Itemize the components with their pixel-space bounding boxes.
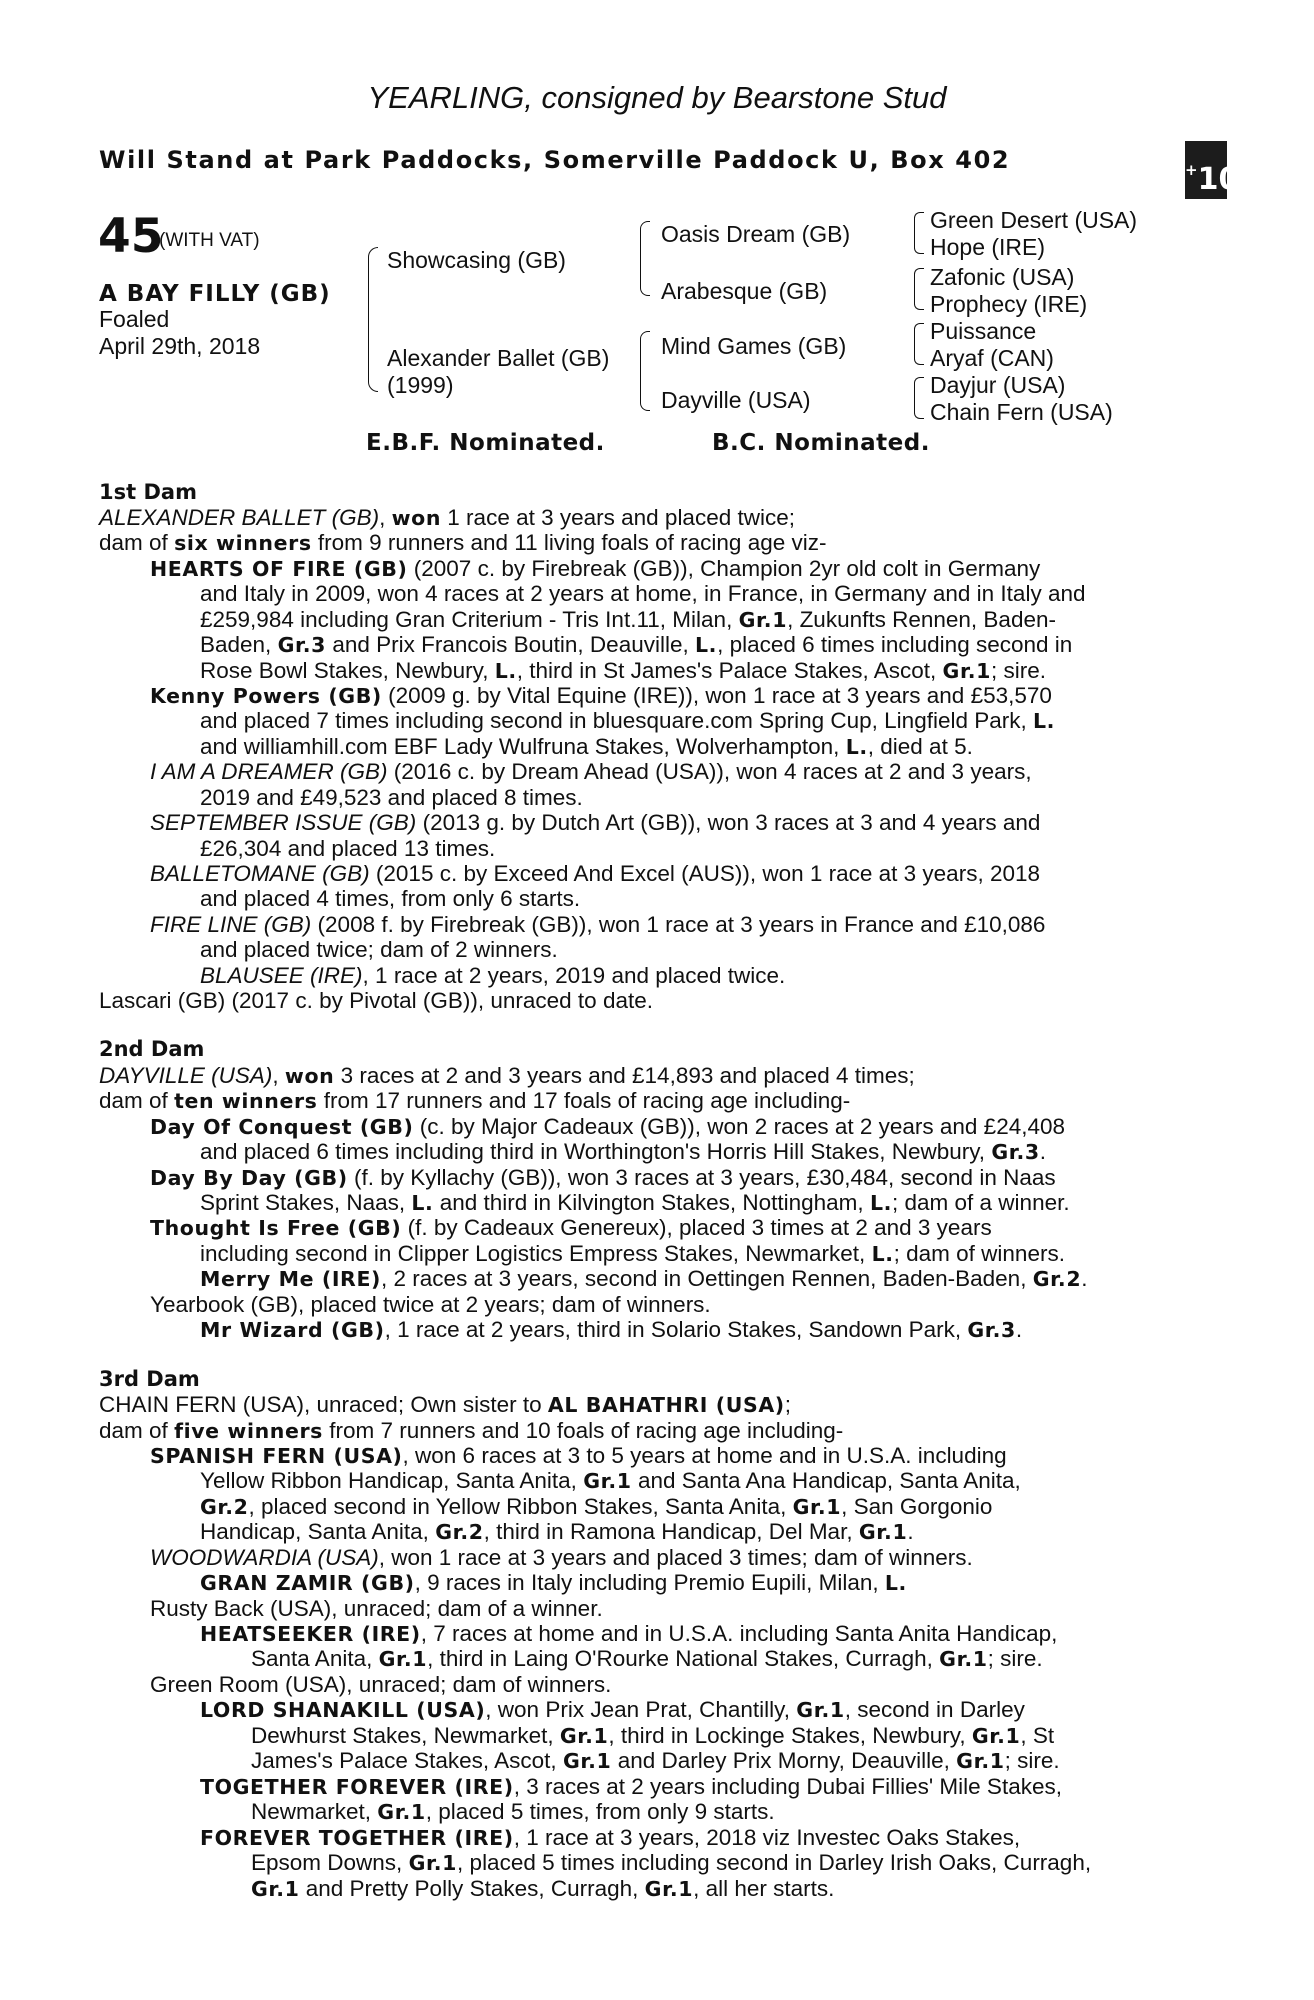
progeny-entry: Mr Wizard (GB), 1 race at 2 years, third in Solario Stakes, Sandown Park, Gr.3. [200,1317,1023,1342]
text-line: and placed twice; dam of 2 winners. [200,937,558,962]
text-line: dam of five winners from 7 runners and 10 foals of racing age including- [99,1418,844,1443]
sire-dam: Arabesque (GB) [661,278,828,304]
sire-sire: Oasis Dream (GB) [661,221,851,247]
text-line: 2019 and £49,523 and placed 8 times. [200,785,583,810]
progeny-entry: Yearbook (GB), placed twice at 2 years; dam of winners. [150,1292,711,1317]
text-line: Sprint Stakes, Naas, L. and third in Kilvington Stakes, Nottingham, L.; dam of a winner. [200,1190,1070,1215]
text-line: CHAIN FERN (USA), unraced; Own sister to AL BAHATHRI (USA); [99,1392,792,1417]
text-line: Newmarket, Gr.1, placed 5 times, from only 9 starts. [251,1799,775,1824]
text-line: DAYVILLE (USA), won 3 races at 2 and 3 years and £14,893 and placed 4 times; [99,1063,915,1088]
lot-vat: (WITH VAT) [159,230,260,251]
bc-nomination: B.C. Nominated. [712,430,930,456]
progeny-entry: Green Room (USA), unraced; dam of winners. [150,1672,612,1697]
progeny-entry: FIRE LINE (GB) (2008 f. by Firebreak (GB)), won 1 race at 3 years in France and £10,086 [150,912,1046,937]
progeny-entry: Rusty Back (USA), unraced; dam of a winner. [150,1596,603,1621]
progeny-entry: BLAUSEE (IRE), 1 race at 2 years, 2019 and placed twice. [200,963,786,988]
text-line: £26,304 and placed 13 times. [200,836,496,861]
text-line: Baden, Gr.3 and Prix Francois Boutin, Deauville, L., placed 6 times including second in [200,632,1073,657]
ebf-nomination: E.B.F. Nominated. [366,430,605,456]
text-line: ALEXANDER BALLET (GB), won 1 race at 3 years and placed twice; [99,505,795,530]
section-heading: 1st Dam [99,480,197,504]
text-line: including second in Clipper Logistics Empress Stakes, Newmarket, L.; dam of winners. [200,1241,1065,1266]
section-heading: 3rd Dam [99,1367,200,1391]
text-line: Santa Anita, Gr.1, third in Laing O'Rourke National Stakes, Curragh, Gr.1; sire. [251,1646,1043,1671]
progeny-entry: I AM A DREAMER (GB) (2016 c. by Dream Ahead (USA)), won 4 races at 2 and 3 years, [150,759,1032,784]
foaled-date: April 29th, 2018 [99,333,261,359]
text-line: and williamhill.com EBF Lady Wulfruna Stakes, Wolverhampton, L., died at 5. [200,734,973,759]
text-line: and placed 4 times, from only 6 starts. [200,886,581,911]
progeny-entry: HEATSEEKER (IRE), 7 races at home and in U.S.A. including Santa Anita Handicap, [200,1621,1058,1646]
progeny-entry: TOGETHER FOREVER (IRE), 3 races at 2 years including Dubai Fillies' Mile Stakes, [200,1774,1062,1799]
sire-dam-dam: Prophecy (IRE) [930,291,1088,317]
brace [914,377,924,419]
progeny-entry: Day By Day (GB) (f. by Kyllachy (GB)), won 3 races at 3 years, £30,484, second in Naas [150,1165,1056,1190]
progeny-entry: GRAN ZAMIR (GB), 9 races in Italy including Premio Eupili, Milan, L. [200,1570,907,1595]
text-line: and Italy in 2009, won 4 races at 2 years at home, in France, in Germany and in Italy and [200,581,1086,606]
sire-sire-dam: Hope (IRE) [930,234,1046,260]
progeny-entry: WOODWARDIA (USA), won 1 race at 3 years and placed 3 times; dam of winners. [150,1545,973,1570]
progeny-entry: LORD SHANAKILL (USA), won Prix Jean Prat, Chantilly, Gr.1, second in Darley [200,1697,1025,1722]
text-line: Gr.1 and Pretty Polly Stakes, Curragh, Gr.1, all her starts. [251,1876,835,1901]
brace [914,268,924,310]
text-line: £259,984 including Gran Criterium - Tris Int.11, Milan, Gr.1, Zukunfts Rennen, Baden- [200,607,1056,632]
text-line: dam of ten winners from 17 runners and 17 foals of racing age including- [99,1088,851,1113]
foaled-label: Foaled [99,306,170,332]
section-heading: 2nd Dam [99,1037,205,1061]
progeny-entry: Day Of Conquest (GB) (c. by Major Cadeaux (GB)), won 2 races at 2 years and £24,408 [150,1114,1066,1139]
text-line: Yellow Ribbon Handicap, Santa Anita, Gr.1 and Santa Ana Handicap, Santa Anita, [200,1468,1021,1493]
dam-sire-sire: Puissance [930,318,1037,344]
text-line: James's Palace Stakes, Ascot, Gr.1 and Darley Prix Morny, Deauville, Gr.1; sire. [251,1748,1060,1773]
plus-icon: + [1185,161,1198,179]
progeny-entry: HEARTS OF FIRE (GB) (2007 c. by Firebreak (GB)), Champion 2yr old colt in Germany [150,556,1041,581]
brace [914,323,924,365]
horse-name: A BAY FILLY (GB) [99,281,331,307]
dam: Alexander Ballet (GB) [387,345,610,371]
sire-sire-sire: Green Desert (USA) [930,207,1138,233]
brace [368,247,378,392]
dam-dam: Dayville (USA) [661,387,811,413]
stand-location: Will Stand at Park Paddocks, Somerville Paddock U, Box 402 [99,146,1011,174]
text-line: dam of six winners from 9 runners and 11 living foals of racing age viz- [99,530,827,555]
text-line: Handicap, Santa Anita, Gr.2, third in Ramona Handicap, Del Mar, Gr.1. [200,1519,914,1544]
text-line: Dewhurst Stakes, Newmarket, Gr.1, third in Lockinge Stakes, Newbury, Gr.1, St [251,1723,1055,1748]
brace [914,212,924,254]
text-line: Gr.2, placed second in Yellow Ribbon Stakes, Santa Anita, Gr.1, San Gorgonio [200,1494,993,1519]
progeny-entry: FOREVER TOGETHER (IRE), 1 race at 3 years, 2018 viz Investec Oaks Stakes, [200,1825,1021,1850]
page-badge [1185,141,1240,199]
badge-number: 10 [1197,162,1240,197]
progeny-entry: Merry Me (IRE), 2 races at 3 years, second in Oettingen Rennen, Baden-Baden, Gr.2. [200,1266,1088,1291]
brace [640,331,650,411]
progeny-entry: BALLETOMANE (GB) (2015 c. by Exceed And Excel (AUS)), won 1 race at 3 years, 2018 [150,861,1040,886]
sire-dam-sire: Zafonic (USA) [930,264,1075,290]
text-line: Rose Bowl Stakes, Newbury, L., third in St James's Palace Stakes, Ascot, Gr.1; sire. [200,658,1047,683]
progeny-entry: Kenny Powers (GB) (2009 g. by Vital Equine (IRE)), won 1 race at 3 years and £53,570 [150,683,1052,708]
dam-sire-dam: Aryaf (CAN) [930,345,1054,371]
progeny-entry: SPANISH FERN (USA), won 6 races at 3 to 5 years at home and in U.S.A. including [150,1443,1007,1468]
progeny-entry: Thought Is Free (GB) (f. by Cadeaux Genereux), placed 3 times at 2 and 3 years [150,1215,992,1240]
dam-dam-dam: Chain Fern (USA) [930,399,1113,425]
progeny-entry: Lascari (GB) (2017 c. by Pivotal (GB)), unraced to date. [99,988,653,1013]
brace [640,221,650,296]
text-line: and placed 6 times including third in Worthington's Horris Hill Stakes, Newbury, Gr.3. [200,1139,1047,1164]
text-line: and placed 7 times including second in bluesquare.com Spring Cup, Lingfield Park, L. [200,708,1056,733]
lot-number: 45 [98,209,164,264]
progeny-entry: SEPTEMBER ISSUE (GB) (2013 g. by Dutch Art (GB)), won 3 races at 3 and 4 years and [150,810,1041,835]
dam-dam-sire: Dayjur (USA) [930,372,1066,398]
sire: Showcasing (GB) [387,247,566,273]
text-line: Epsom Downs, Gr.1, placed 5 times including second in Darley Irish Oaks, Curragh, [251,1850,1092,1875]
header-title: YEARLING, consigned by Bearstone Stud [367,80,947,115]
dam-sire: Mind Games (GB) [661,333,847,359]
dam-year: (1999) [387,372,454,398]
